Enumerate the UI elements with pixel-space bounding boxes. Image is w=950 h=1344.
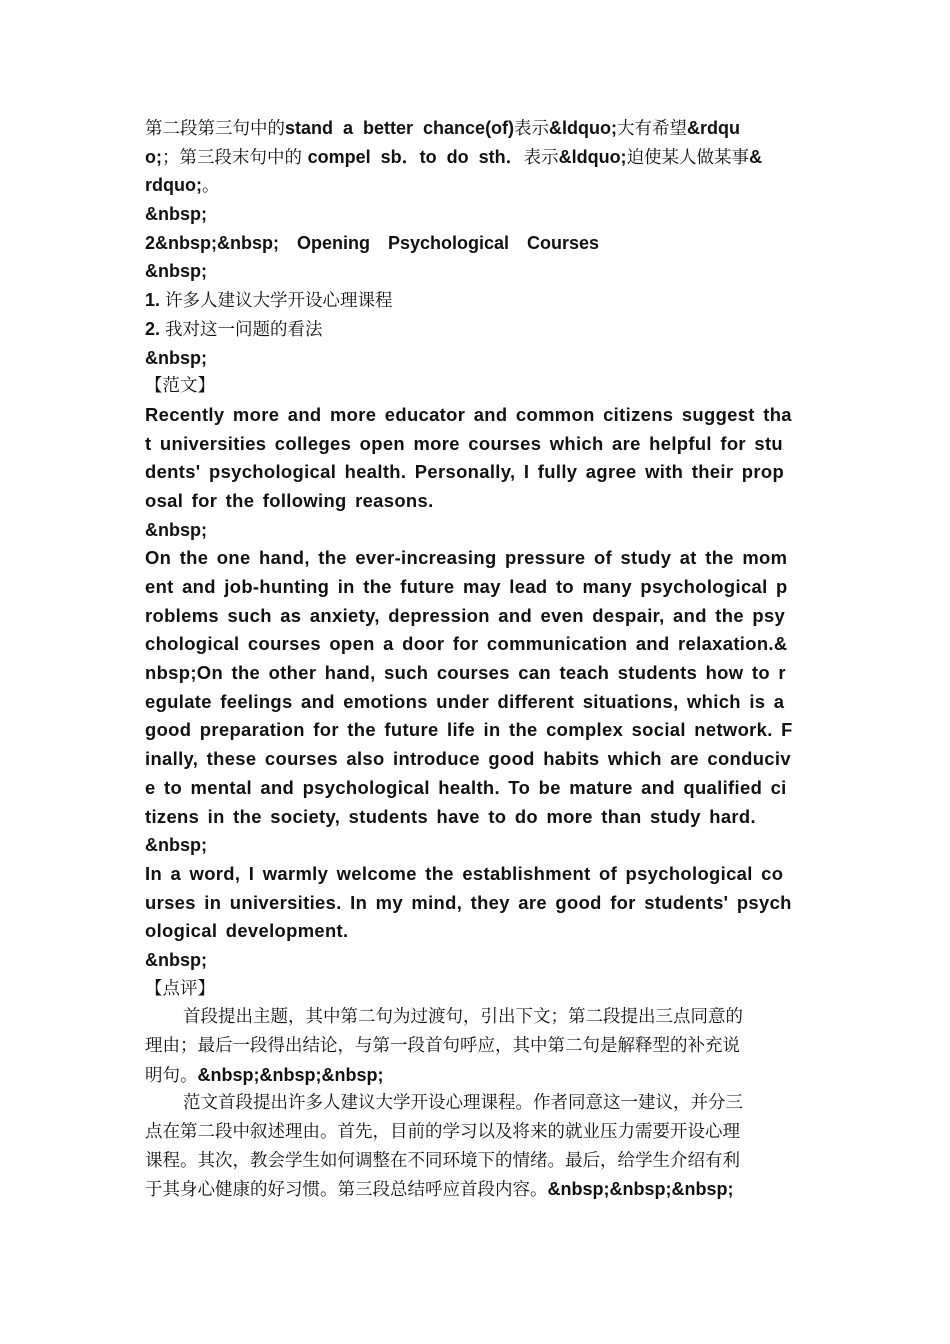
- english-text-run: 1.: [145, 290, 166, 311]
- english-text-run: &rdqu: [687, 118, 741, 138]
- chinese-text-run: 表示: [523, 147, 559, 168]
- chinese-text-run: 课程。其次，教会学生如何调整在不同环境下的情绪。最后，给学生介绍有利: [145, 1150, 740, 1171]
- chinese-text-run: 范文首段提出许多人建议大学开设心理课程。作者同意这一建议，并分三: [183, 1093, 743, 1114]
- comment-line: [145, 1061, 807, 1090]
- english-text-run: 2.: [145, 318, 166, 339]
- comment-paragraph-1: [145, 1003, 807, 1089]
- nbsp-line: &nbsp;: [145, 949, 207, 970]
- english-text-run: o;: [145, 146, 162, 167]
- outline-list: [145, 286, 807, 343]
- english-text-run: stand a better chance(of): [285, 118, 515, 138]
- essay-line: inally, these courses also introduce good habits which are conduciv: [145, 748, 791, 770]
- essay-paragraph-1: [145, 401, 807, 516]
- chinese-text-run: 许多人建议大学开设心理课程: [165, 291, 393, 312]
- essay-line: egulate feelings and emotions under different situations, which is a: [145, 690, 785, 712]
- outline-item: [145, 315, 807, 344]
- essay-paragraph-2: [145, 544, 807, 831]
- essay-line: nbsp;On the other hand, such courses can teach students how to r: [145, 662, 786, 684]
- comment-heading: 【点评】: [145, 978, 215, 999]
- nbsp-line: &nbsp;: [145, 261, 207, 282]
- document-page: [145, 114, 807, 1204]
- comment-line: [145, 1118, 807, 1147]
- essay-line: chological courses open a door for communication and relaxation.&: [145, 633, 788, 655]
- english-text-run: &ldquo;: [558, 146, 627, 167]
- comment-paragraph-2: [145, 1089, 807, 1204]
- essay-line: In a word, I warmly welcome the establishment of psychological co: [145, 862, 784, 884]
- essay-line: osal for the following reasons.: [145, 489, 434, 511]
- chinese-text-run: 于其身心健康的好习惯。第三段总结呼应首段内容。: [145, 1180, 548, 1201]
- comment-line: [145, 1003, 807, 1032]
- nbsp-line: &nbsp;: [145, 519, 207, 540]
- nbsp-line: &nbsp;: [145, 835, 207, 856]
- chinese-text-run: 首段提出主题，其中第二句为过渡句，引出下文；第二段提出三点同意的: [183, 1007, 743, 1028]
- chinese-text-run: ；第三段末句中的: [162, 147, 308, 168]
- comment-line: [145, 1032, 807, 1061]
- nbsp-line: &nbsp;: [145, 347, 207, 368]
- essay-line: urses in universities. In my mind, they are good for students' psych: [145, 891, 792, 913]
- chinese-text-run: 大有希望: [617, 119, 688, 139]
- essay-paragraph-3: [145, 860, 807, 946]
- essay-line: t universities colleges open more courses which are helpful for stu: [145, 432, 784, 454]
- outline-item: [145, 286, 807, 315]
- english-text-run: compel sb．to do sth．: [307, 146, 524, 167]
- english-text-run: &: [749, 146, 763, 167]
- comment-line: [145, 1175, 807, 1204]
- nbsp-line: &nbsp;: [145, 204, 207, 225]
- intro-paragraph: [145, 114, 807, 200]
- chinese-text-run: 理由；最后一段得出结论，与第一段首句呼应，其中第二句是解释型的补充说: [145, 1036, 740, 1056]
- english-text-run: &ldquo;: [549, 118, 618, 138]
- comment-line: [145, 1089, 807, 1118]
- essay-line: good preparation for the future life in the complex social network. F: [145, 719, 793, 741]
- intro-line: [145, 114, 807, 143]
- english-text-run: &nbsp;&nbsp;&nbsp;: [197, 1064, 384, 1085]
- intro-line: [145, 171, 807, 200]
- essay-line: ological development.: [145, 920, 349, 942]
- intro-line: [145, 143, 807, 172]
- english-text-run: rdquo;: [145, 175, 202, 196]
- chinese-text-run: 第二段第三句中的: [145, 119, 285, 139]
- essay-line: tizens in the society, students have to do more than study hard.: [145, 805, 756, 827]
- chinese-text-run: 明句。: [145, 1065, 198, 1086]
- comment-line: [145, 1147, 807, 1176]
- english-text-run: &nbsp;&nbsp;&nbsp;: [547, 1179, 734, 1200]
- essay-line: e to mental and psychological health. To be mature and qualified ci: [145, 776, 787, 798]
- essay-heading: 【范文】: [145, 376, 215, 397]
- essay-line: Recently more and more educator and common citizens suggest tha: [145, 403, 792, 425]
- essay-line: roblems such as anxiety, depression and even despair, and the psy: [145, 604, 786, 626]
- section-title: 2&nbsp;&nbsp; Opening Psychological Courses: [145, 232, 600, 253]
- chinese-text-run: 我对这一问题的看法: [165, 319, 323, 340]
- chinese-text-run: 表示: [514, 119, 550, 139]
- chinese-text-run: 迫使某人做某事: [626, 147, 750, 168]
- essay-line: dents' psychological health. Personally, I fully agree with their prop: [145, 461, 785, 483]
- essay-line: On the one hand, the ever-increasing pressure of study at the mom: [145, 547, 788, 569]
- chinese-text-run: 。: [201, 176, 220, 197]
- essay-line: ent and job-hunting in the future may lead to many psychological p: [145, 576, 788, 597]
- chinese-text-run: 点在第二段中叙述理由。首先，目前的学习以及将来的就业压力需要开设心理: [145, 1122, 740, 1143]
